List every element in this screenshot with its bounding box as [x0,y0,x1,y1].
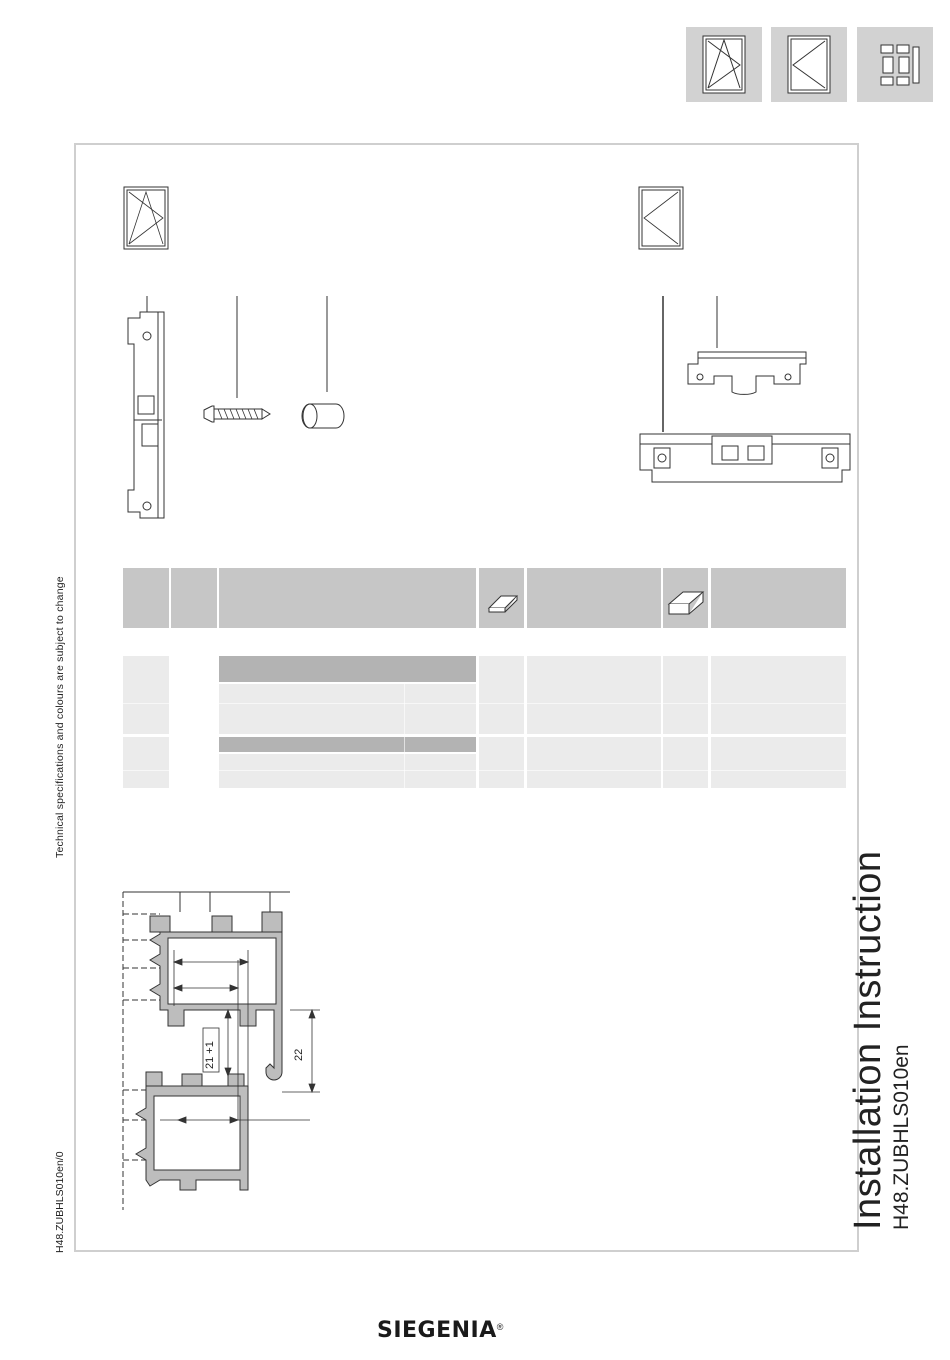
logo-text: SIEGENIA [377,1318,497,1343]
table-cell [663,737,708,788]
document-code: H48.ZUBHLS010en [890,1044,913,1230]
table-subheader [219,737,476,752]
table-cell [219,754,476,788]
table-header-cell [711,568,846,628]
table-cell [219,684,476,734]
dimension-height-label: 22 [293,1048,305,1061]
wood-block-wide-icon [663,568,708,628]
table-cell [479,737,524,788]
table-cell [123,656,169,734]
table-cell [711,656,846,734]
page-title: Installation Instruction [847,850,889,1230]
table-header-cell [219,568,476,628]
turn-keeper-bottom [640,434,850,482]
table-header-cell [123,568,169,628]
table-cell [527,737,661,788]
doc-code-side: H48.ZUBHLS010en/0 [54,1151,66,1253]
row-divider [123,770,846,771]
col-divider [404,684,405,788]
siegenia-logo [377,1318,503,1343]
vertical-keeper [128,312,164,518]
table-header-cell [663,568,708,628]
wood-block-icon [479,568,524,628]
table-cell [123,737,169,788]
table-header-cell [479,568,524,628]
table-cell [527,656,661,734]
table-subheader [219,656,476,682]
table-cell [663,656,708,734]
disclaimer-text: Technical specifications and colours are subject to change [54,576,66,858]
dimension-gap-label: 21 +1 [204,1041,216,1069]
profile-section-drawing [0,880,330,1220]
table-header-cell [171,568,217,628]
screw-drawing [204,406,270,422]
registered-mark: ® [496,1322,504,1332]
table-cell [711,737,846,788]
table-cell [479,656,524,734]
parts-drawing [0,0,950,560]
turn-keeper-top [688,352,806,394]
sleeve-drawing [302,404,344,428]
row-divider [123,703,846,704]
table-header-cell [527,568,661,628]
